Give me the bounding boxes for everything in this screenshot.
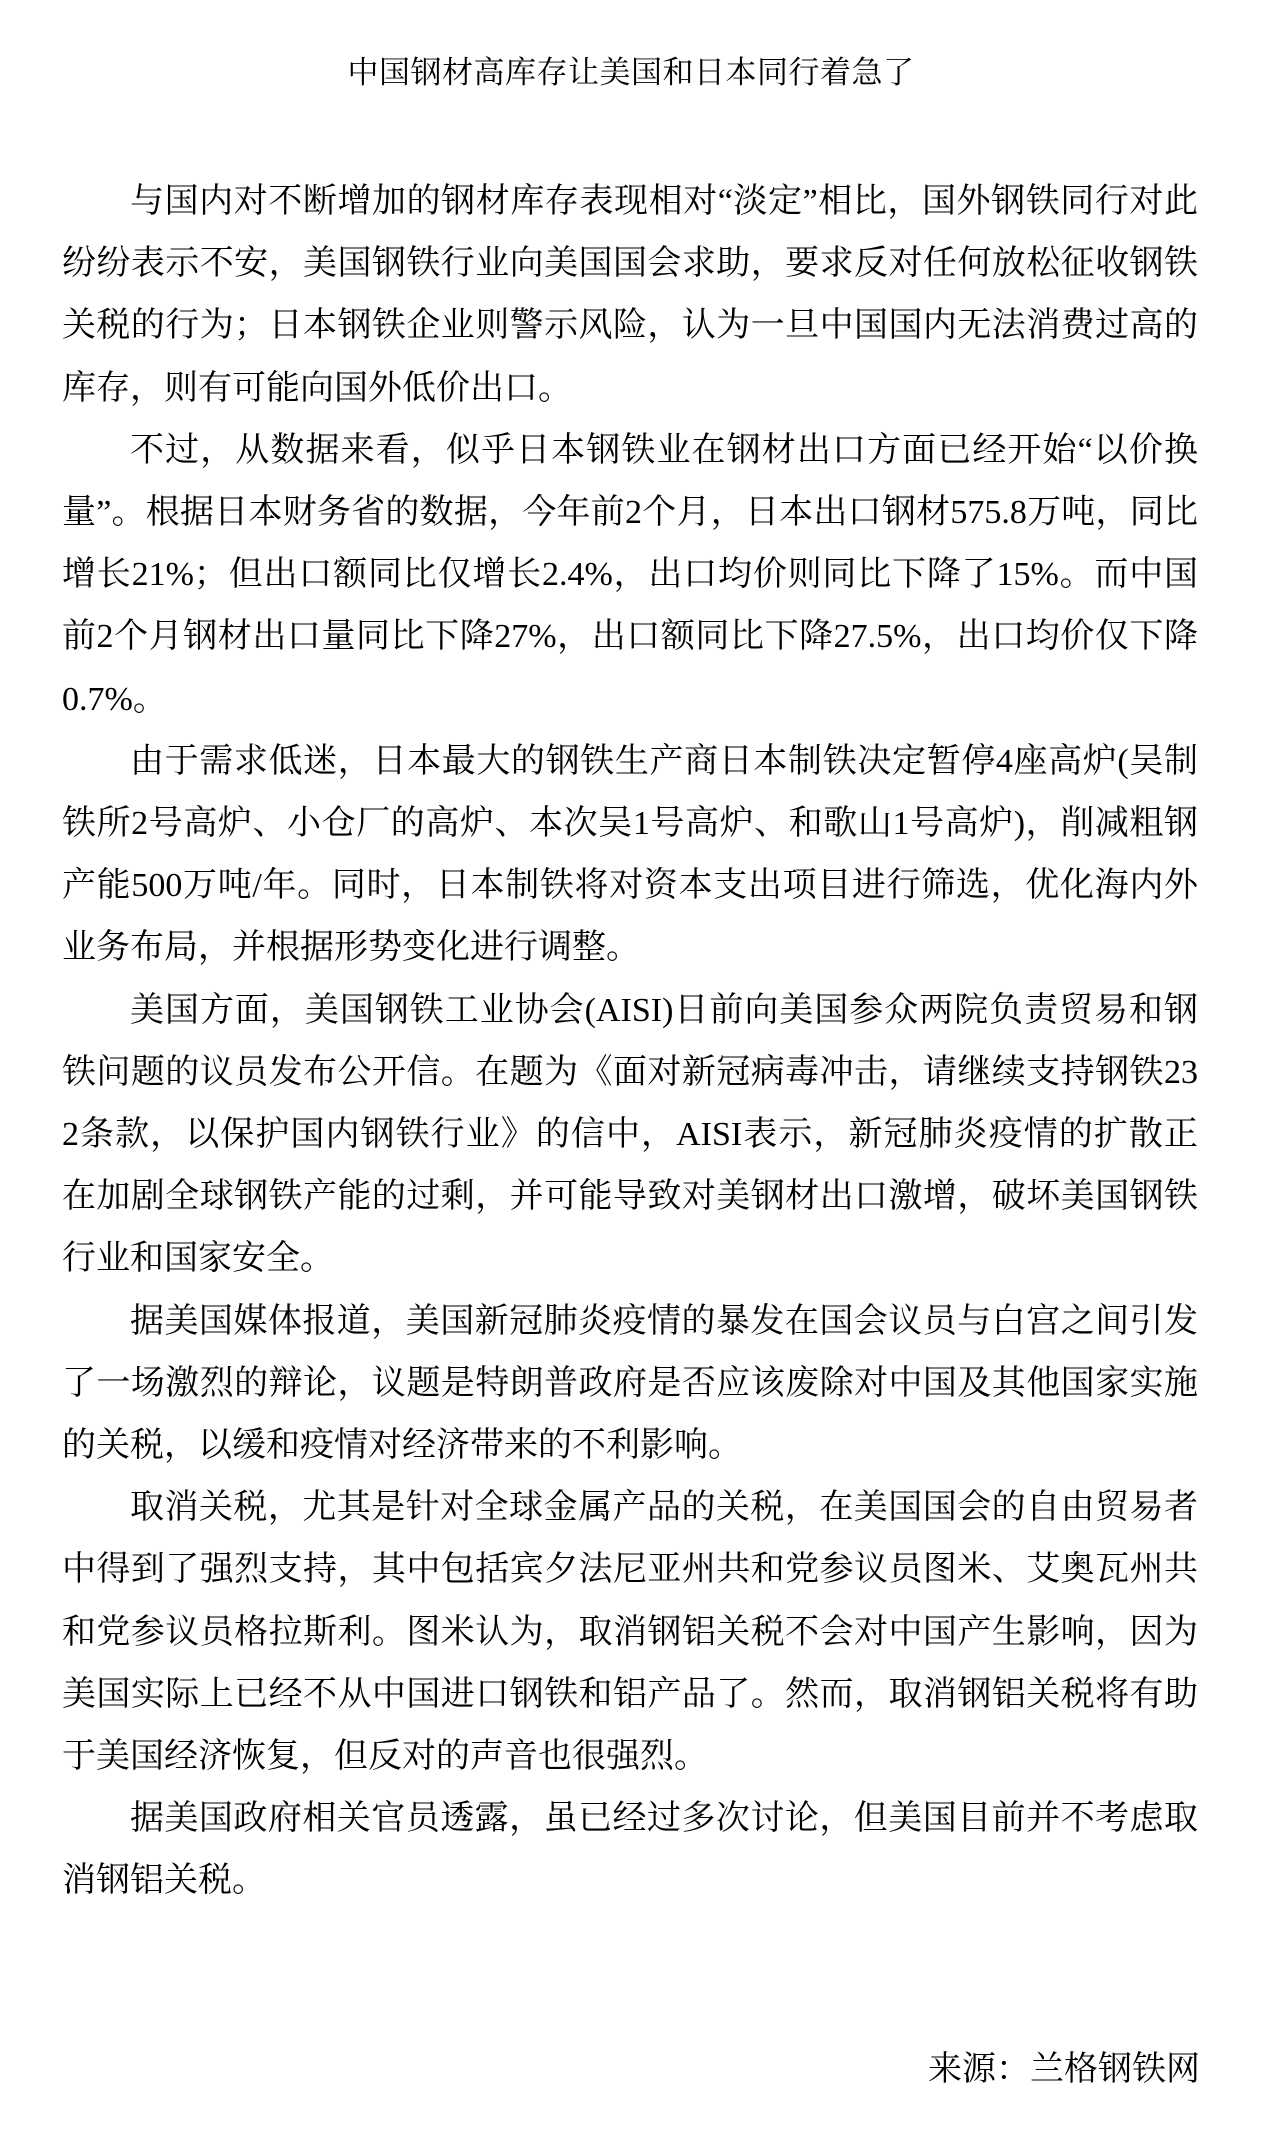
page-title: 中国钢材高库存让美国和日本同行着急了 xyxy=(347,55,915,90)
paragraph: 与国内对不断增加的钢材库存表现相对“淡定”相比，国外钢铁同行对此纷纷表示不安，美国钢铁行业向美国国会求助，要求反对任何放松征收钢铁关税的行为；日本钢铁企业则警示风险，认为一旦中国国内无法消费过高的库存，则有可能向国外低价出口。 xyxy=(62,183,1198,407)
source-attribution: 来源：兰格钢铁网 xyxy=(928,2051,1200,2088)
article-body xyxy=(62,171,1198,1913)
paragraph: 由于需求低迷，日本最大的钢铁生产商日本制铁决定暂停4座高炉(吴制铁所2号高炉、小仓厂的高炉、本次吴1号高炉、和歌山1号高炉)，削减粗钢产能500万吨/年。同时，日本制铁将对资本支出项目进行筛选，优化海内外业务布局，并根据形势变化进行调整。 xyxy=(62,742,1198,967)
paragraph: 不过，从数据来看，似乎日本钢铁业在钢材出口方面已经开始“以价换量”。根据日本财务省的数据，今年前2个月，日本出口钢材575.8万吨，同比增长21%；但出口额同比仅增长2.4%，出口均价则同比下降了15%。而中国前2个月钢材出口量同比下降27%，出口额同比下降27.5%，出口均价仅下降0.7%。 xyxy=(62,431,1198,718)
paragraph: 据美国媒体报道，美国新冠肺炎疫情的暴发在国会议员与白宫之间引发了一场激烈的辩论，议题是特朗普政府是否应该废除对中国及其他国家实施的关税，以缓和疫情对经济带来的不利影响。 xyxy=(62,1302,1198,1465)
paragraph: 据美国政府相关官员透露，虽已经过多次讨论，但美国目前并不考虑取消钢铝关税。 xyxy=(62,1800,1198,1900)
paragraph: 取消关税，尤其是针对全球金属产品的关税，在美国国会的自由贸易者中得到了强烈支持，其中包括宾夕法尼亚州共和党参议员图米、艾奥瓦州共和党参议员格拉斯利。图米认为，取消钢铝关税不会对中国产生影响，因为美国实际上已经不从中国进口钢铁和铝产品了。然而，取消钢铝关税将有助于美国经济恢复，但反对的声音也很强烈。 xyxy=(62,1489,1198,1776)
paragraph: 美国方面，美国钢铁工业协会(AISI)日前向美国参众两院负责贸易和钢铁问题的议员发布公开信。在题为《面对新冠病毒冲击，请继续支持钢铁232条款，以保护国内钢铁行业》的信中，AISI表示，新冠肺炎疫情的扩散正在加剧全球钢铁产能的过剩，并可能导致对美钢材出口激增，破坏美国钢铁行业和国家安全。 xyxy=(62,991,1198,1278)
